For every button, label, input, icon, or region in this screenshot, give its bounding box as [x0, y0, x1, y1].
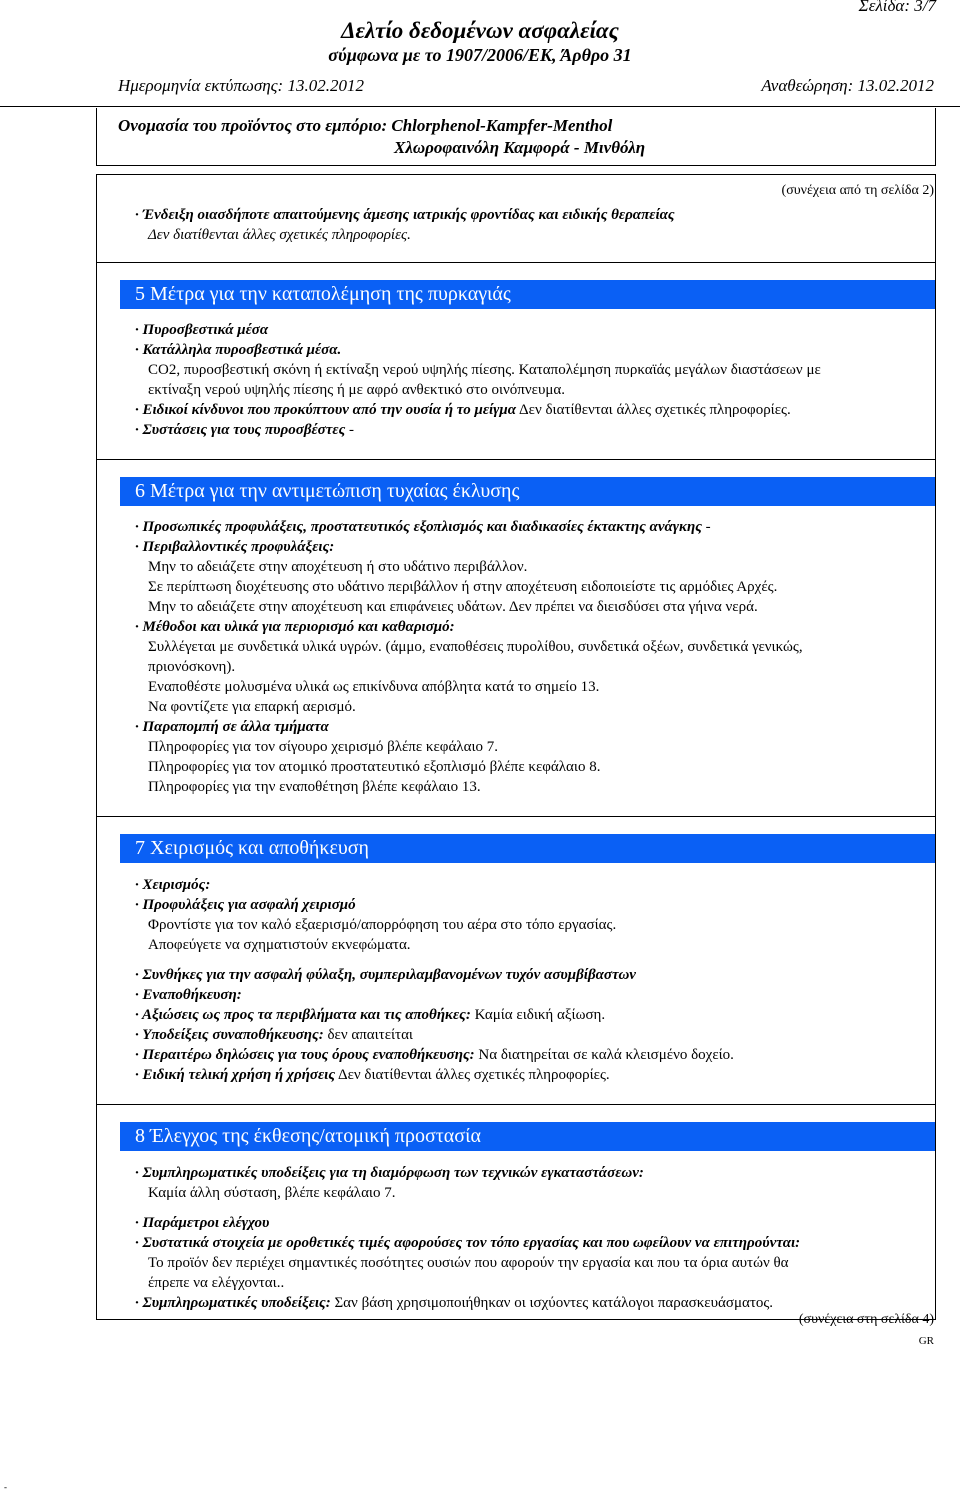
s6-methods-text-4: Να φοντίζετε για επαρκή αερισμό. — [148, 699, 356, 715]
s8-additional-label: · Συμπληρωματικές υποδείξεις: — [135, 1295, 331, 1311]
header-divider — [0, 106, 960, 107]
s7-container-label: · Αξιώσεις ως προς τα περιβλήματα και τις αποθήκες: — [135, 1007, 471, 1023]
s7-further-storage — [135, 1046, 734, 1065]
s7-co-storage-label: · Υποδείξεις συναποθήκευσης: — [135, 1027, 324, 1043]
s7-container-value: Καμία ειδική αξίωση. — [470, 1007, 606, 1023]
s6-env-text-1: Μην το αδειάζετε στην αποχέτευση ή στο υδάτινο περιβάλλον. — [148, 559, 528, 575]
s6-environmental-heading: · Περιβαλλοντικές προφυλάξεις: — [135, 539, 335, 555]
s6-personal-value: - — [701, 519, 711, 535]
s7-co-storage — [135, 1026, 413, 1045]
s5-firefighter-value: - — [345, 422, 355, 438]
section-divider — [96, 459, 936, 460]
s5-suitable-media: · Κατάλληλα πυροσβεστικά μέσα. — [135, 342, 342, 358]
s6-reference-text-1: Πληροφορίες για τον σίγουρο χειρισμό βλέπε κεφάλαιο 7. — [148, 739, 498, 755]
s7-handling-text-1: Φροντίστε για τον καλό εξαερισμό/απορρόφηση του αέρα στο τόπο εργασίας. — [148, 917, 617, 933]
s6-reference-heading: · Παραπομπή σε άλλα τμήματα — [135, 719, 329, 735]
s7-end-use-value: Δεν διατίθενται άλλες σχετικές πληροφορίες. — [335, 1067, 610, 1083]
s7-handling-heading: · Χειρισμός: — [135, 877, 211, 893]
s7-storage-conditions: · Συνθήκες για την ασφαλή φύλαξη, συμπεριλαμβανομένων τυχόν ασυμβίβαστων — [135, 967, 636, 983]
s7-end-use — [135, 1066, 610, 1085]
language-code: GR — [918, 1335, 934, 1347]
revision-date: Αναθεώρηση: 13.02.2012 — [761, 76, 934, 95]
section-divider — [96, 262, 936, 263]
s5-media-text-1: CO2, πυροσβεστική σκόνη ή εκτίναξη νερού υψηλής πίεσης. Καταπολέμηση πυρκαϊάς μεγάλων διαστάσεων με — [148, 362, 821, 378]
s6-personal-label: · Προσωπικές προφυλάξεις, προστατευτικός εξοπλισμός και διαδικασίες έκτακτης ανάγκης — [135, 519, 702, 535]
s6-env-text-2: Σε περίπτωση διοχέτευσης στο υδάτινο περιβάλλον ή στην αποχέτευση ειδοποιείστε τις αρμόδιες Αρχές. — [148, 579, 778, 595]
s7-end-use-label: · Ειδική τελική χρήση ή χρήσεις — [135, 1067, 336, 1083]
s5-firefighter-advice — [135, 421, 354, 440]
s7-handling-text-2: Αποφεύγετε να σχηματιστούν εκνεφώματα. — [148, 937, 411, 953]
s6-methods-heading: · Μέθοδοι και υλικά για περιορισμό και καθαρισμό: — [135, 619, 455, 635]
s7-further-label: · Περαιτέρω δηλώσεις για τους όρους εναποθήκευσης: — [135, 1047, 475, 1063]
s8-limit-values-text-2: έπρεπε να ελέγχονται.. — [148, 1275, 285, 1291]
s6-reference-text-3: Πληροφορίες για την εναποθέτηση βλέπε κεφάλαιο 13. — [148, 779, 481, 795]
s7-further-value: Να διατηρείται σε καλά κλεισμένο δοχείο. — [474, 1047, 734, 1063]
s5-media-text-2: εκτίναξη νερού υψηλής πίεσης ή με αφρό ανθεκτικό στο οινόπνευμα. — [148, 382, 566, 398]
s8-additional-value: Σαν βάση χρησιμοποιήθηκαν οι ισχύοντες κατάλογοι παρασκευάσματος. — [330, 1295, 774, 1311]
page-number: Σελίδα: 3/7 — [858, 0, 936, 15]
section-5-title: 5 Μέτρα για την καταπολέμηση της πυρκαγιάς — [120, 280, 935, 309]
s5-special-hazards-label: · Ειδικοί κίνδυνοι που προκύπτουν από την ουσία ή το μείγμα — [135, 402, 517, 418]
continued-on-note: (συνέχεια στη σελίδα 4) — [798, 1312, 934, 1327]
s6-methods-text-3: Εναποθέστε μολυσμένα υλικά ως επικίνδυνα απόβλητα κατά το σημείο 13. — [148, 679, 600, 695]
document-subtitle: σύμφωνα με το 1907/2006/ΕΚ, Άρθρο 31 — [328, 45, 632, 65]
s8-additional-info — [135, 1294, 773, 1313]
product-label: Ονομασία του προϊόντος στο εμπόριο: Chlorphenol-Kampfer-Menthol — [118, 116, 613, 135]
s8-limit-values-heading: · Συστατικά στοιχεία με οροθετικές τιμές αφορούσες τον τόπο εργασίας και που ωφείλουν να επιτηρούνται: — [135, 1235, 801, 1251]
s8-control-params-heading: · Παράμετροι ελέγχου — [135, 1215, 270, 1231]
s5-special-hazards — [135, 401, 791, 420]
continued-from-note: (συνέχεια από τη σελίδα 2) — [781, 183, 934, 198]
s6-env-text-3: Μην το αδειάζετε στην αποχέτευση και επιφάνειες υδάτων. Δεν πρέπει να διεισδύσει στα γήινα νερά. — [148, 599, 758, 615]
medical-attention-heading: · Ένδειξη οιασδήποτε απαιτούμενης άμεσης ιατρικής φροντίδας και ειδικής θεραπείας — [135, 207, 675, 223]
product-name-greek: Χλωροφαινόλη Καμφορά - Μινθόλη — [394, 138, 646, 157]
s8-engineering-heading: · Συμπληρωματικές υποδείξεις για τη διαμόρφωση των τεχνικών εγκαταστάσεων: — [135, 1165, 644, 1181]
s5-special-hazards-value: Δεν διατίθενται άλλες σχετικές πληροφορίες. — [519, 402, 791, 418]
medical-attention-text: Δεν διατίθενται άλλες σχετικές πληροφορίες. — [148, 227, 411, 243]
section-8-title: 8 Έλεγχος της έκθεσης/ατομική προστασία — [120, 1122, 935, 1151]
section-6-title: 6 Μέτρα για την αντιμετώπιση τυχαίας έκλυσης — [120, 477, 935, 506]
section-divider — [96, 1104, 936, 1105]
section-divider — [96, 816, 936, 817]
s6-personal-precautions — [135, 518, 711, 537]
s8-limit-values-text-1: Το προϊόν δεν περιέχει σημαντικές ποσότητες ουσιών που αφορούν την εργασία και που τα όρια αυτών θα — [148, 1255, 789, 1271]
s7-storage-heading: · Εναποθήκευση: — [135, 987, 242, 1003]
s5-extinguishing-media: · Πυροσβεστικά μέσα — [135, 322, 269, 338]
s8-engineering-text: Καμία άλλη σύσταση, βλέπε κεφάλαιο 7. — [148, 1185, 396, 1201]
s7-safe-handling-heading: · Προφυλάξεις για ασφαλή χειρισμό — [135, 897, 356, 913]
document-title: Δελτίο δεδομένων ασφαλείας — [341, 18, 619, 43]
s7-container-requirements — [135, 1006, 605, 1025]
print-date: Ημερομηνία εκτύπωσης: 13.02.2012 — [118, 76, 364, 95]
section-7-title: 7 Χειρισμός και αποθήκευση — [120, 834, 935, 863]
s7-co-storage-value: δεν απαιτείται — [323, 1027, 413, 1043]
s5-firefighter-label: · Συστάσεις για τους πυροσβέστες — [135, 422, 346, 438]
s6-methods-text-1: Συλλέγεται με συνδετικά υλικά υγρών. (άμμο, εναποθέσεις πυρολίθου, συνδετικά οξέων, συνδετικά γενικώς, — [148, 639, 803, 655]
s6-reference-text-2: Πληροφορίες για τον ατομικό προστατευτικό εξοπλισμό βλέπε κεφάλαιο 8. — [148, 759, 601, 775]
s6-methods-text-2: πριονόσκονη). — [148, 659, 236, 675]
margin-mark: - — [4, 1482, 7, 1492]
